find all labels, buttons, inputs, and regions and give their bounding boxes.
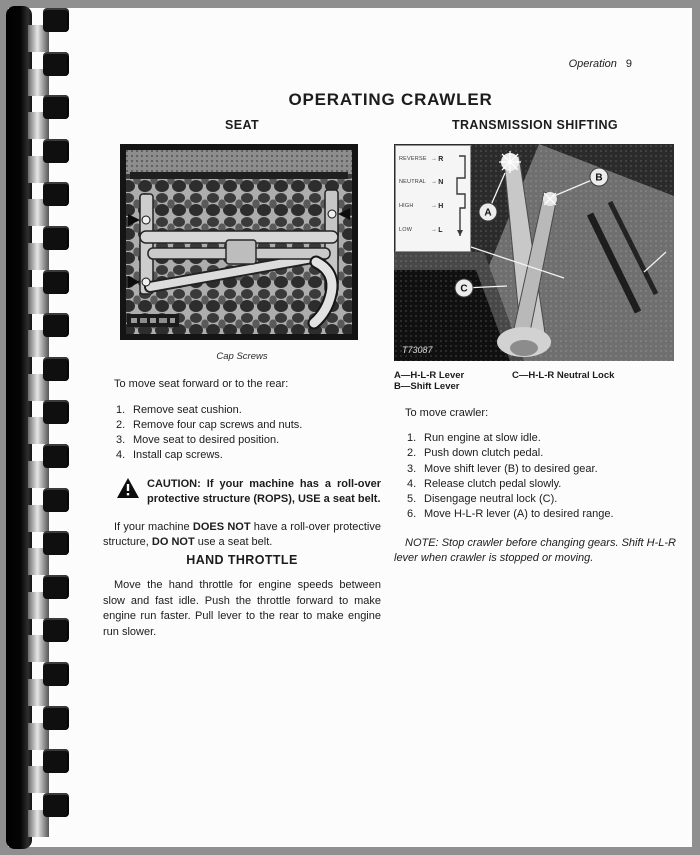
- binding-tooth: [26, 662, 70, 706]
- page-number: 9: [625, 58, 632, 70]
- seat-step: Remove seat cushion.: [133, 403, 242, 416]
- shift-pattern-row: [399, 152, 454, 168]
- crawler-step: Push down clutch pedal.: [424, 447, 544, 460]
- binding-tooth: [26, 400, 70, 444]
- gear-label: HIGH: [399, 203, 414, 210]
- seat-step: Move seat to desired position.: [133, 434, 280, 447]
- binding-tooth: [26, 357, 70, 401]
- no-rops-text: use a seat belt.: [194, 536, 273, 549]
- seat-step: Install cap screws.: [133, 449, 223, 462]
- shift-gate-diagram: [451, 150, 467, 246]
- binding-tooth: [26, 618, 70, 662]
- hand-throttle-paragraph: Move the hand throttle for engine speeds between slow and fast idle. Push the throttle forward to make engine run faster. Pull lever to the rear to make engine run slower.: [103, 579, 381, 638]
- page-paper: [8, 8, 692, 847]
- crawler-intro: To move crawler:: [405, 406, 489, 419]
- binding-tooth: [26, 226, 70, 270]
- no-rops-emphasis: DOES NOT: [192, 520, 251, 533]
- arrow-right-icon: →: [431, 179, 438, 186]
- shift-pattern-row: [399, 175, 454, 191]
- binding-tooth: [26, 488, 70, 532]
- crawler-step: Release clutch pedal slowly.: [424, 477, 562, 490]
- binding-tooth: [26, 575, 70, 619]
- no-rops-text: have a roll-over protective structure,: [103, 520, 381, 549]
- arrow-right-icon: →: [431, 203, 438, 210]
- binding-tooth: [26, 95, 70, 139]
- left-column: [103, 116, 381, 640]
- gear-label: LOW: [399, 226, 413, 233]
- no-rops-text: If your machine: [114, 520, 193, 533]
- seat-photo-caption: Cap Screws: [216, 350, 268, 362]
- transmission-heading: TRANSMISSION SHIFTING: [451, 118, 619, 132]
- binding-tooth: [26, 270, 70, 314]
- crawler-step: Move shift lever (B) to desired gear.: [424, 462, 598, 475]
- seat-heading: SEAT: [224, 118, 259, 132]
- photo-legend: [394, 370, 676, 393]
- shift-pattern-row: [399, 199, 454, 215]
- note-paragraph: NOTE: Stop crawler before changing gears. Shift H-L-R lever when crawler is stopped or moving.: [394, 536, 676, 565]
- gear-letter: L: [438, 226, 443, 234]
- transmission-photo: [394, 144, 674, 361]
- legend-entry-b: B—Shift Lever: [394, 381, 460, 392]
- crawler-step: Run engine at slow idle.: [424, 432, 541, 444]
- seat-step: Remove four cap screws and nuts.: [133, 418, 303, 431]
- shift-pattern-row: [399, 223, 454, 239]
- no-rops-emphasis: DO NOT: [151, 536, 195, 549]
- crawler-step: Disengage neutral lock (C).: [424, 493, 558, 506]
- gear-letter: H: [438, 203, 444, 211]
- running-header: [569, 58, 632, 70]
- binding-tooth: [26, 749, 70, 793]
- binding-tooth: [26, 531, 70, 575]
- arrow-right-icon: →: [431, 155, 438, 162]
- binding-tooth: [26, 52, 70, 96]
- binding-tooth: [26, 139, 70, 183]
- callout-c: C: [460, 283, 468, 294]
- seat-steps-list: [103, 403, 381, 464]
- legend-column-right: [512, 370, 676, 393]
- caution-text: CAUTION: If your machine has a roll-over protective structure (ROPS), USE a seat belt.: [147, 477, 381, 506]
- legend-entry-a: A—H-L-R Lever: [394, 369, 465, 381]
- running-header-title: Operation: [568, 58, 617, 70]
- warning-triangle-icon: [117, 478, 139, 498]
- binding-tooth: [26, 444, 70, 488]
- gear-letter: N: [438, 179, 444, 187]
- caution-block: [103, 477, 381, 508]
- hand-throttle-heading: HAND THROTTLE: [186, 552, 298, 567]
- gear-label: NEUTRAL: [399, 179, 427, 186]
- page-title: OPERATING CRAWLER: [288, 90, 493, 109]
- arrow-right-icon: →: [431, 226, 438, 233]
- crawler-step: Move H-L-R lever (A) to desired range.: [424, 508, 614, 521]
- gear-letter: R: [438, 155, 444, 163]
- right-column: [394, 116, 676, 567]
- crawler-steps-list: [394, 431, 676, 523]
- binding-tooth: [26, 182, 70, 226]
- binding-tooth: [26, 706, 70, 750]
- photo-id-label: T73087: [402, 344, 433, 355]
- seat-intro: To move seat forward or to the rear:: [114, 378, 289, 390]
- comb-binding: [0, 6, 72, 849]
- binding-tooth: [26, 793, 70, 837]
- no-rops-paragraph: [103, 520, 381, 551]
- legend-entry-c: C—H-L-R Neutral Lock: [512, 369, 615, 381]
- binding-tooth: [26, 8, 70, 52]
- binding-tooth: [26, 313, 70, 357]
- gear-label: REVERSE: [399, 155, 427, 162]
- callout-a: A: [484, 207, 492, 218]
- shift-pattern-inset: [395, 145, 471, 252]
- callout-b: B: [595, 172, 603, 183]
- seat-underside-photo: [120, 144, 358, 340]
- legend-column-left: [394, 370, 512, 393]
